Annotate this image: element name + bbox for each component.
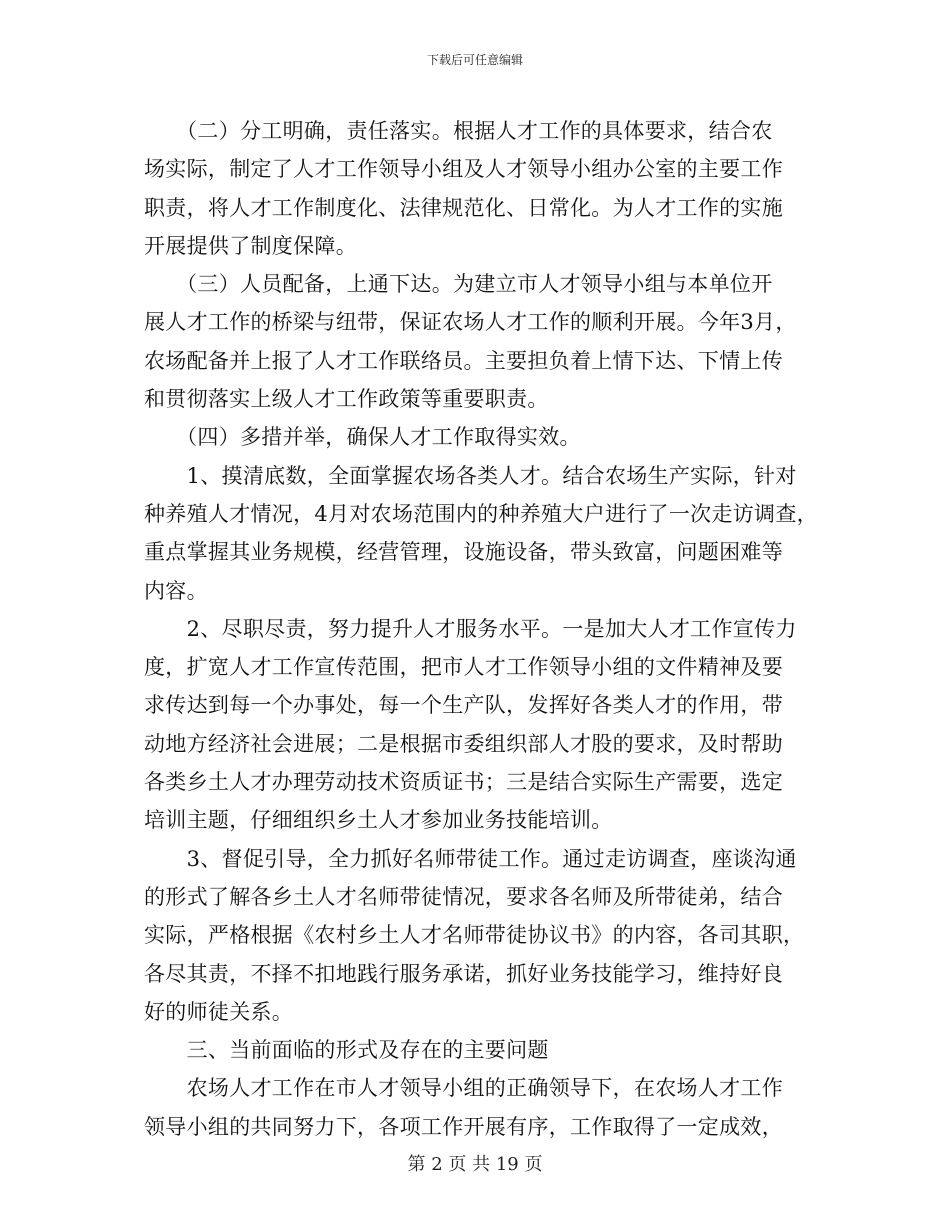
page-header: 下载后可任意编辑 — [426, 53, 523, 67]
document-body — [144, 112, 818, 1146]
text-line: 开展提供了制度保障。 — [144, 233, 357, 258]
text-line: 展人才工作的桥梁与纽带，保证农场人才工作的顺利开展。今年3月， — [144, 310, 797, 335]
text-line: 求传达到每一个办事处，每一个生产队，发挥好各类人才的作用，带 — [144, 693, 783, 718]
text-line: 2、尽职尽责，努力提升人才服务水平。一是加大人才工作宣传力 — [144, 616, 797, 641]
text-line: 各尽其责，不择不扣地践行服务承诺，抓好业务技能学习，维持好良 — [144, 961, 783, 986]
text-line: 动地方经济社会进展；二是根据市委组织部人才股的要求，及时帮助 — [144, 731, 783, 756]
text-line: 内容。 — [144, 578, 208, 603]
text-line: 种养殖人才情况，4月对农场范围内的种养殖大户进行了一次走访调查， — [144, 501, 818, 526]
text-line: 领导小组的共同努力下，各项工作开展有序，工作取得了一定成效， — [144, 1114, 783, 1139]
text-line: 场实际，制定了人才工作领导小组及人才领导小组办公室的主要工作 — [144, 157, 783, 182]
text-line: 好的师徒关系。 — [144, 999, 294, 1024]
text-line: 农场人才工作在市人才领导小组的正确领导下，在农场人才工作 — [144, 1076, 783, 1101]
text-line: 度，扩宽人才工作宣传范围，把市人才工作领导小组的文件精神及要 — [144, 655, 783, 680]
text-line: 3、督促引导，全力抓好名师带徒工作。通过走访调查，座谈沟通 — [144, 846, 797, 871]
text-line: 各类乡土人才办理劳动技术资质证书；三是结合实际生产需要，选定 — [144, 770, 783, 795]
page-number: 第 2 页 共 19 页 — [407, 1154, 543, 1175]
text-line: 重点掌握其业务规模，经营管理，设施设备，带头致富，问题困难等 — [144, 540, 783, 565]
text-line: 农场配备并上报了人才工作联络员。主要担负着上情下达、下情上传 — [144, 348, 783, 373]
text-line: 三、当前面临的形式及存在的主要问题 — [144, 1038, 549, 1063]
text-line: （二）分工明确，责任落实。根据人才工作的具体要求，结合农 — [144, 119, 773, 143]
text-line: 1、摸清底数，全面掌握农场各类人才。结合农场生产实际，针对 — [144, 463, 797, 488]
text-line: 和贯彻落实上级人才工作政策等重要职责。 — [144, 387, 549, 412]
text-line: （三）人员配备，上通下达。为建立市人才领导小组与本单位开 — [144, 272, 773, 297]
text-line: 培训主题，仔细组织乡土人才参加业务技能培训。 — [144, 808, 613, 833]
text-line: （四）多措并举，确保人才工作取得实效。 — [144, 425, 581, 450]
text-line: 职责，将人才工作制度化、法律规范化、日常化。为人才工作的实施 — [144, 195, 783, 220]
text-line: 的形式了解各乡土人才名师带徒情况，要求各名师及所带徒弟，结合 — [144, 884, 783, 909]
text-line: 实际，严格根据《农村乡土人才名师带徒协议书》的内容，各司其职， — [144, 923, 805, 948]
